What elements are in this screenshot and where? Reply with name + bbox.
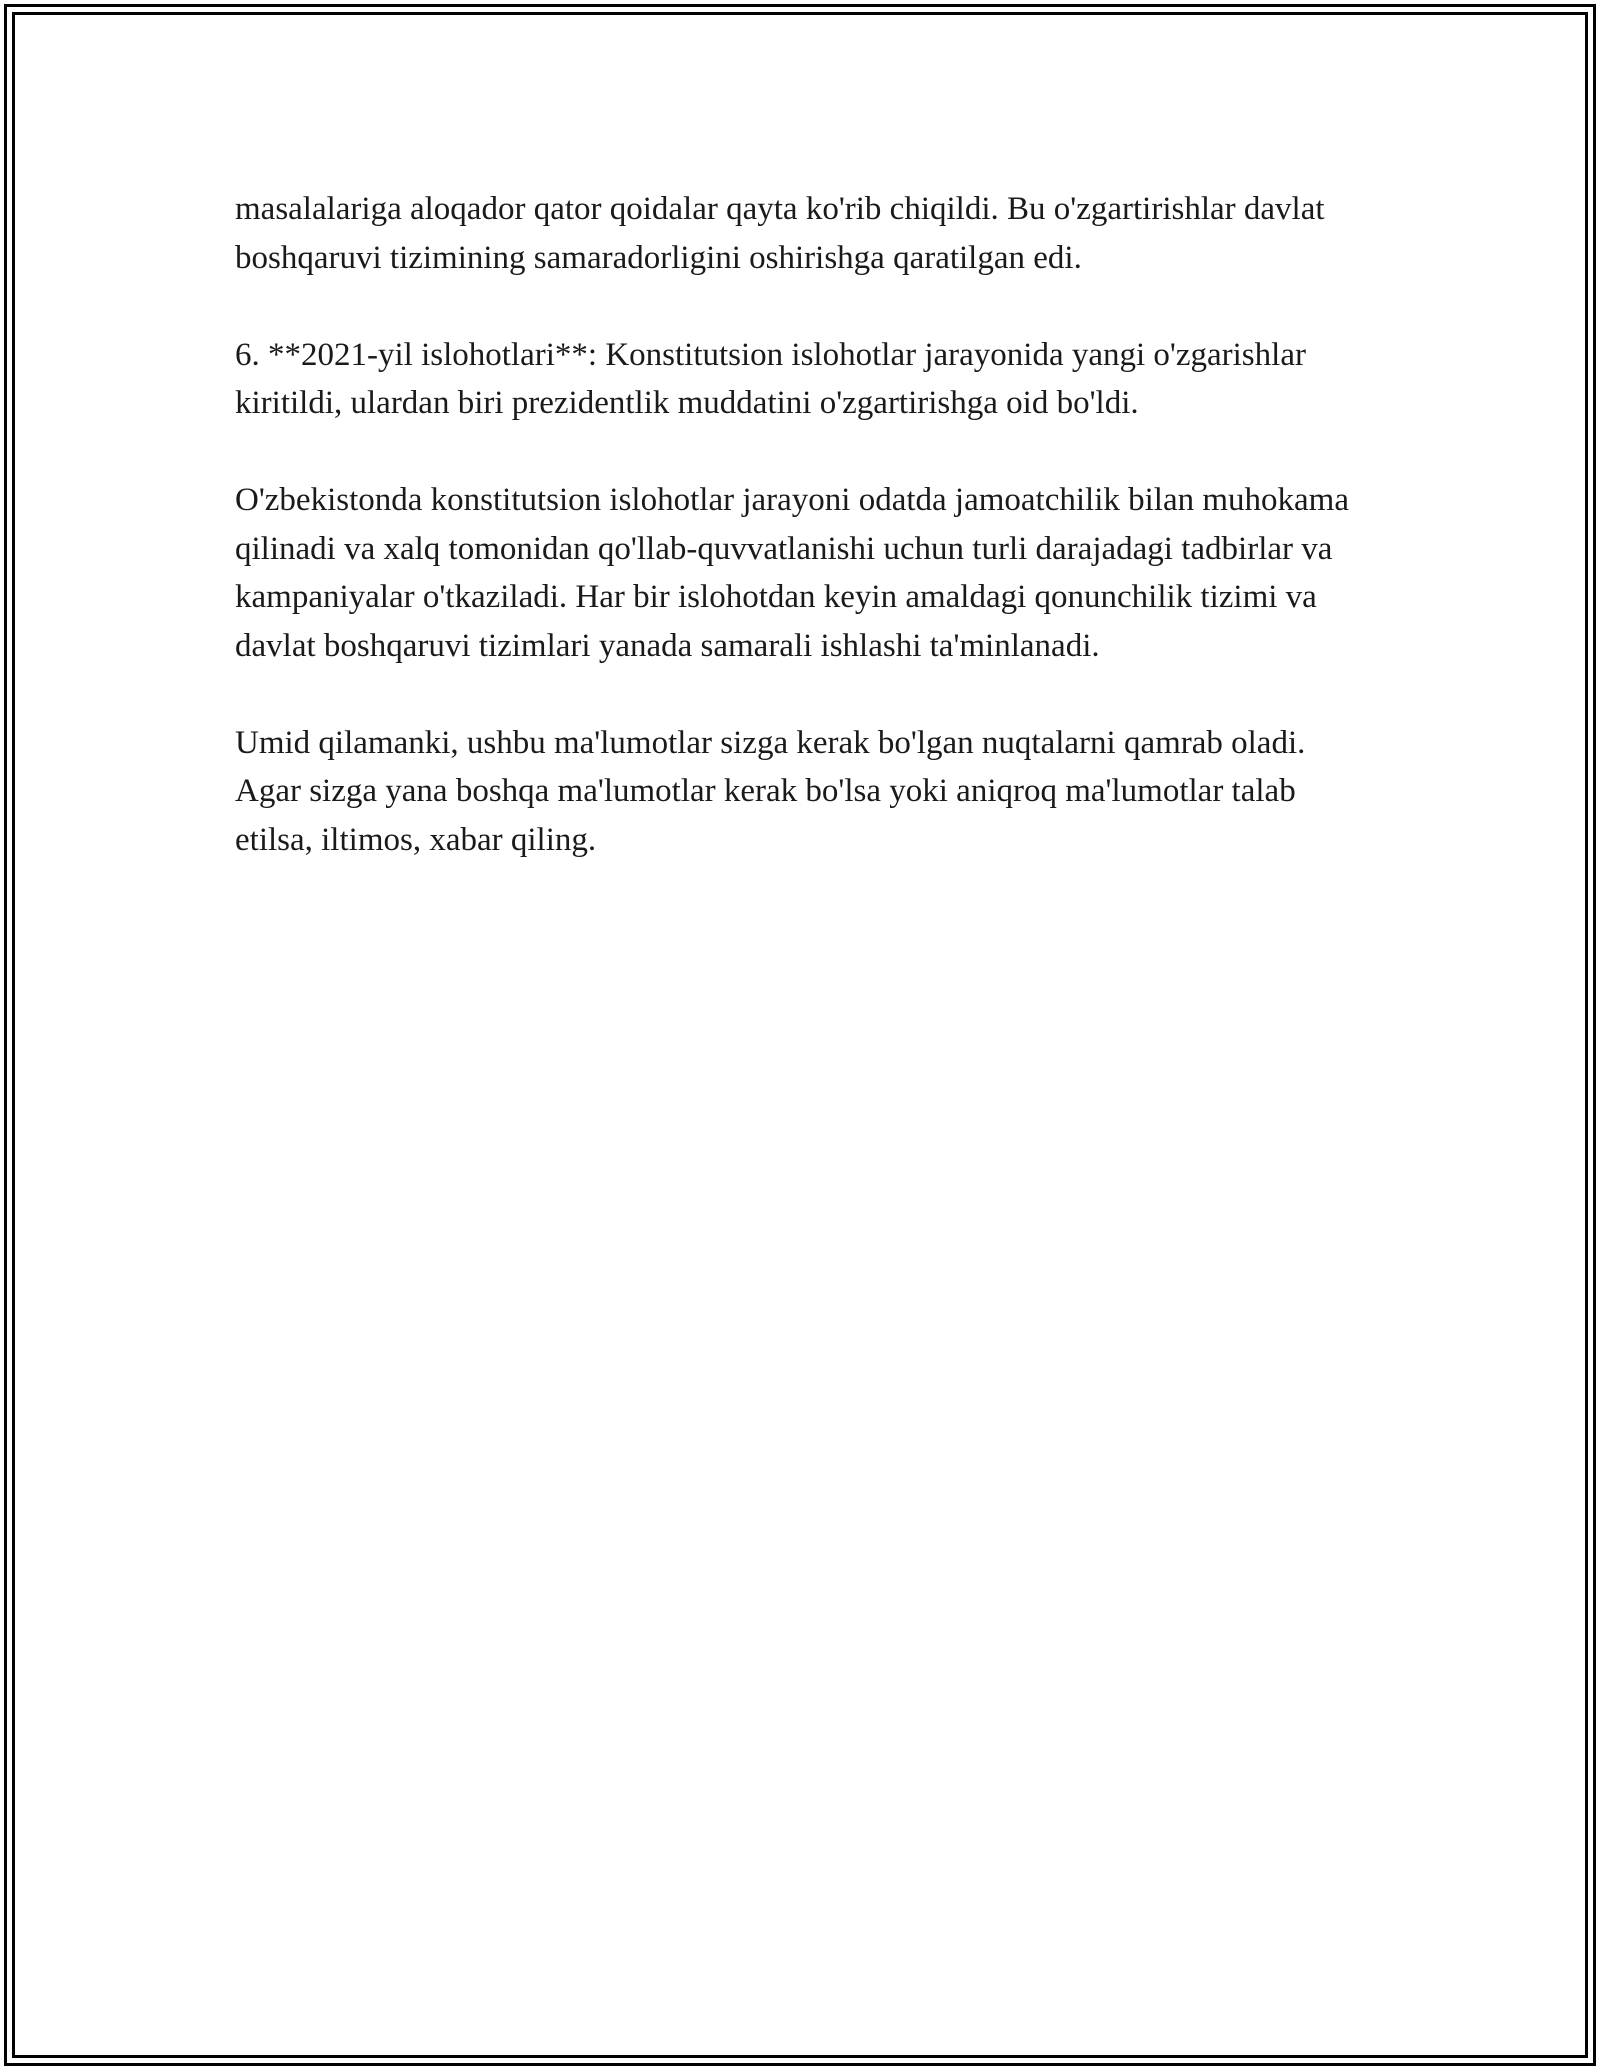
- paragraph-list-item-6: 6. **2021-yil islohotlari**: Konstitutsion islohotlar jarayonida yangi o'zgarishlar kiritildi, ulardan biri prezidentlik muddatini o'zgartirishga oid bo'ldi.: [235, 336, 1306, 421]
- paragraph-reform-process: O'zbekistonda konstitutsion islohotlar jarayoni odatda jamoatchilik bilan muhokama qilinadi va xalq tomonidan qo'llab-quvvatlanishi uchun turli darajadagi tadbirlar va kampaniyalar o'tkaziladi. Har bir islohotdan keyin amaldagi qonunchilik tizimi va davlat boshqaruvi tizimlari yanada samarali ishlashi ta'minlanadi.: [235, 482, 1349, 664]
- document-body: [235, 185, 1375, 913]
- paragraph-closing: Umid qilamanki, ushbu ma'lumotlar sizga kerak bo'lgan nuqtalarni qamrab oladi. Agar sizga yana boshqa ma'lumotlar kerak bo'lsa yoki aniqroq ma'lumotlar talab etilsa, iltimos, xabar qiling.: [235, 724, 1306, 858]
- paragraph-continuation: masalalariga aloqador qator qoidalar qayta ko'rib chiqildi. Bu o'zgartirishlar davlat boshqaruvi tizimining samaradorligini oshirishga qaratilgan edi.: [235, 191, 1325, 276]
